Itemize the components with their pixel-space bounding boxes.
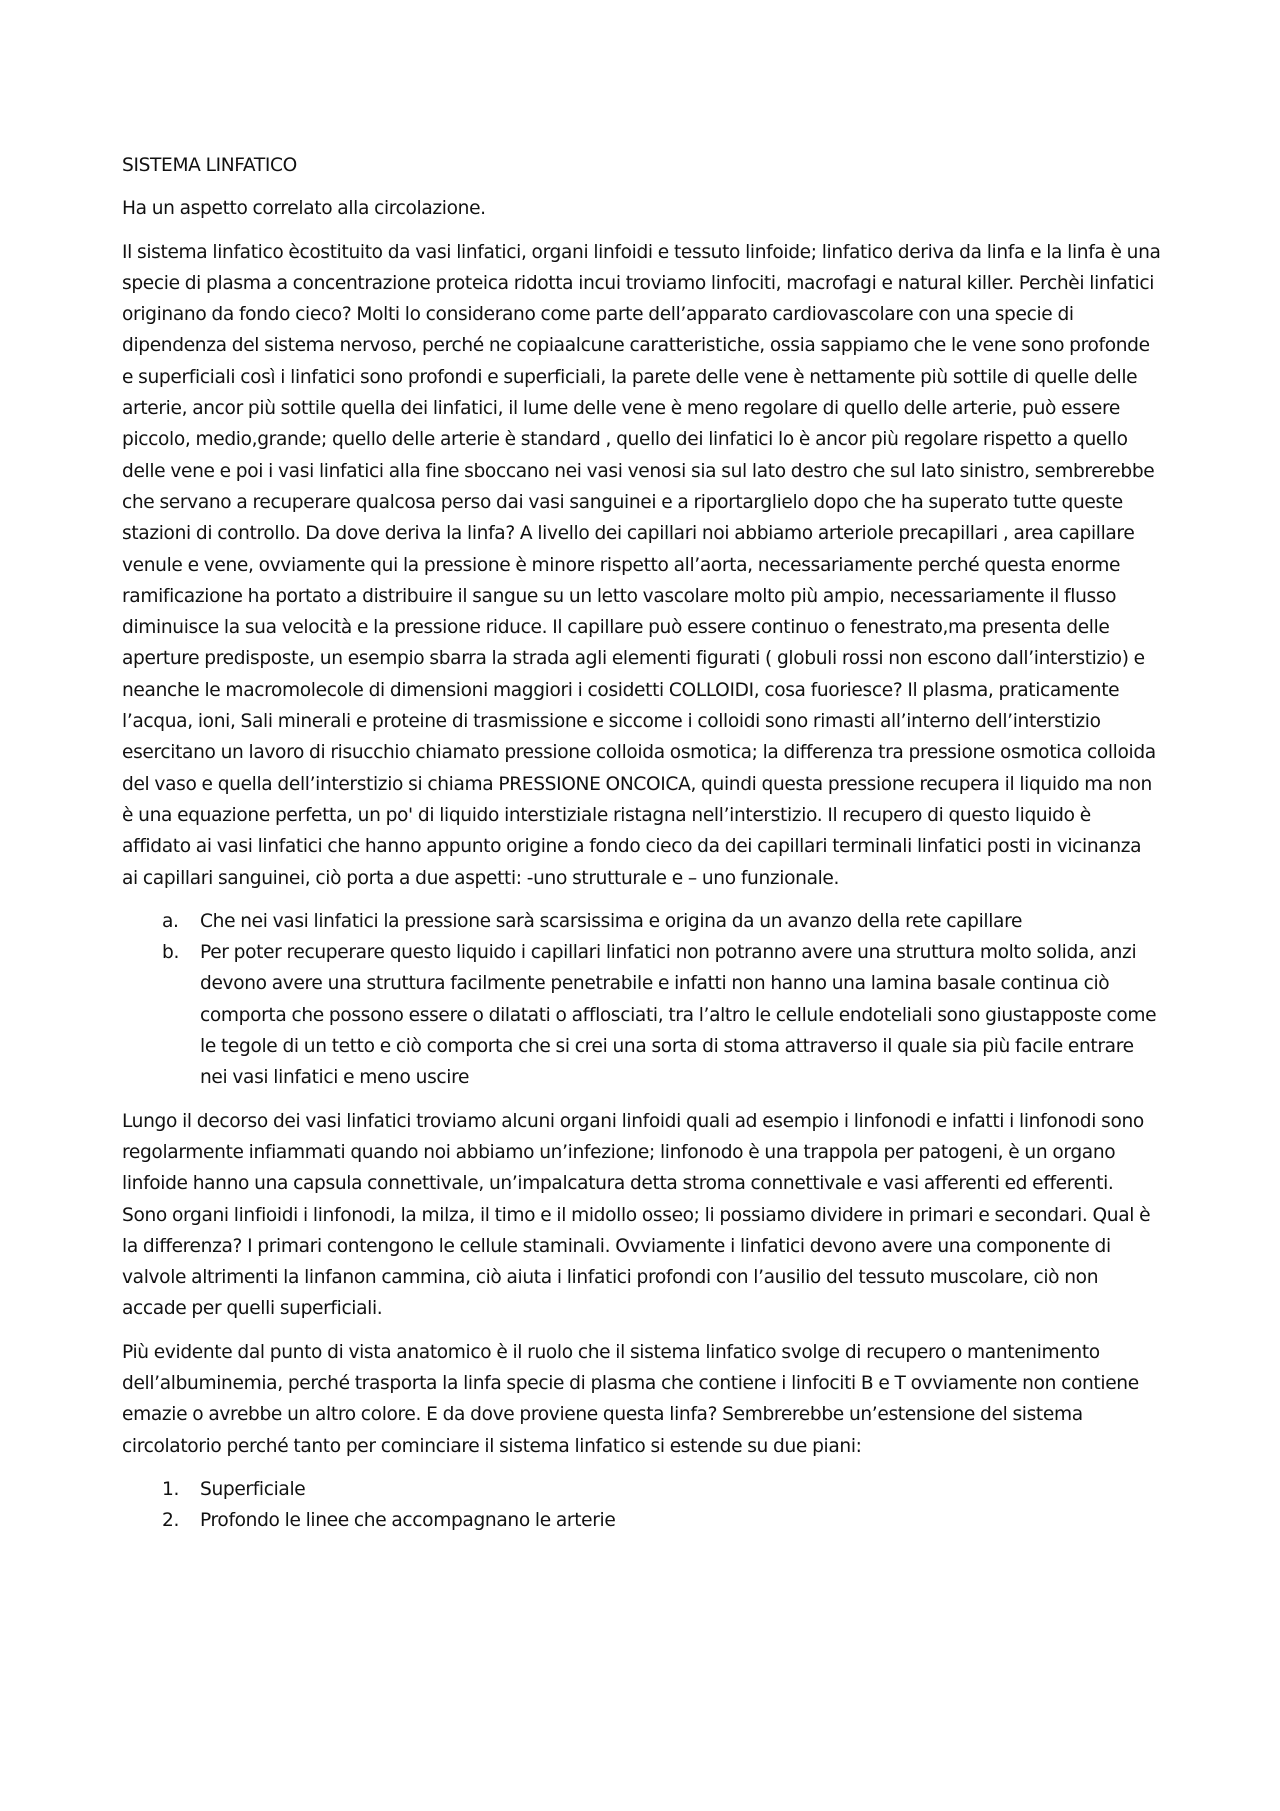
list-item	[122, 906, 1162, 937]
list-item-text: Che nei vasi linfatici la pressione sarà scarsissima e origina da un avanzo della rete capillare	[200, 910, 1023, 932]
body-paragraph-3: Più evidente dal punto di vista anatomico è il ruolo che il sistema linfatico svolge di recupero o mantenimento dell’albuminemia, perché trasporta la linfa specie di plasma che contiene i linfociti B e T ovviamente non contiene emazie o avrebbe un altro colore. E da dove proviene questa linfa? Sembrerebbe un’estensione del sistema circolatorio perché tanto per cominciare il sistema linfatico si estende su due piani:	[122, 1341, 1139, 1457]
body-paragraph-2: Lungo il decorso dei vasi linfatici troviamo alcuni organi linfoidi quali ad esempio i linfonodi e infatti i linfonodi sono regolarmente infiammati quando noi abbiamo un’infezione; linfonodo è una trappola per patogeni, è un organo linfoide hanno una capsula connettivale, un’impalcatura detta stroma connettivale e vasi afferenti ed efferenti. Sono organi linfioidi i linfonodi, la milza, il timo e il midollo osseo; li possiamo dividere in primari e secondari. Qual è la differenza? I primari contengono le cellule staminali. Ovviamente i linfatici devono avere una componente di valvole altrimenti la linfanon cammina, ciò aiuta i linfatici profondi con l’ausilio del tessuto muscolare, ciò non accade per quelli superficiali.	[122, 1110, 1151, 1320]
body-paragraph-1: Il sistema linfatico ècostituito da vasi linfatici, organi linfoidi e tessuto linfoide; linfatico deriva da linfa e la linfa è una specie di plasma a concentrazione proteica ridotta incui troviamo linfociti, macrofagi e natural killer. Perchèi linfatici originano da fondo cieco? Molti lo considerano come parte dell’apparato cardiovascolare con una specie di dipendenza del sistema nervoso, perché ne copiaalcune caratteristiche, ossia sappiamo che le vene sono profonde e superficiali così i linfatici sono profondi e superficiali, la parete delle vene è nettamente più sottile di quelle delle arterie, ancor più sottile quella dei linfatici, il lume delle vene è meno regolare di quello delle arterie, può essere piccolo, medio,grande; quello delle arterie è standard , quello dei linfatici lo è ancor più regolare rispetto a quello delle vene e poi i vasi linfatici alla fine sboccano nei vasi venosi sia sul lato destro che sul lato sinistro, sembrerebbe che servano a recuperare qualcosa perso dai vasi sanguinei e a riportarglielo dopo che ha superato tutte queste stazioni di controllo. Da dove deriva la linfa? A livello dei capillari noi abbiamo arteriole precapillari , area capillare venule e vene, ovviamente qui la pressione è minore rispetto all’aorta, necessariamente perché questa enorme ramificazione ha portato a distribuire il sangue su un letto vascolare molto più ampio, necessariamente il flusso diminuisce la sua velocità e la pressione riduce. Il capillare può essere continuo o fenestrato,ma presenta delle aperture predisposte, un esempio sbarra la strada agli elementi figurati ( globuli rossi non escono dall’interstizio) e neanche le macromolecole di dimensioni maggiori i cosidetti COLLOIDI, cosa fuoriesce? Il plasma, praticamente l’acqua, ioni, Sali minerali e proteine di trasmissione e siccome i colloidi sono rimasti all’interno dell’interstizio esercitano un lavoro di risucchio chiamato pressione colloida osmotica; la differenza tra pressione osmotica colloida del vaso e quella dell’interstizio si chiama PRESSIONE ONCOICA, quindi questa pressione recupera il liquido ma non è una equazione perfetta, un po' di liquido interstiziale ristagna nell’interstizio. Il recupero di questo liquido è affidato ai vasi linfatici che hanno appunto origine a fondo cieco da dei capillari terminali linfatici posti in vicinanza ai capillari sanguinei, ciò porta a due aspetti: -uno strutturale e – uno funzionale.	[122, 241, 1161, 889]
list-marker: 1.	[162, 1478, 180, 1500]
document-title: SISTEMA LINFATICO	[122, 155, 297, 176]
list-item	[122, 1474, 1162, 1505]
list-item-text: Profondo le linee che accompagnano le arterie	[200, 1510, 616, 1532]
alpha-list	[122, 906, 1162, 1094]
list-marker: b.	[162, 942, 180, 964]
list-item-text: Superficiale	[200, 1478, 306, 1500]
document-page	[122, 150, 1162, 1548]
list-marker: 2.	[162, 1510, 180, 1532]
list-item	[122, 937, 1162, 1093]
intro-paragraph: Ha un aspetto correlato alla circolazione.	[122, 198, 486, 220]
list-item-text: Per poter recuperare questo liquido i capillari linfatici non potranno avere una struttura molto solida, anzi devono avere una struttura facilmente penetrabile e infatti non hanno una lamina basale continua ciò comporta che possono essere o dilatati o afflosciati, tra l’altro le cellule endoteliali sono giustapposte come le tegole di un tetto e ciò comporta che si crei una sorta di stoma attraverso il quale sia più facile entrare nei vasi linfatici e meno uscire	[200, 942, 1157, 1089]
list-item	[122, 1505, 1162, 1536]
numeric-list	[122, 1474, 1162, 1537]
list-marker: a.	[162, 910, 179, 932]
